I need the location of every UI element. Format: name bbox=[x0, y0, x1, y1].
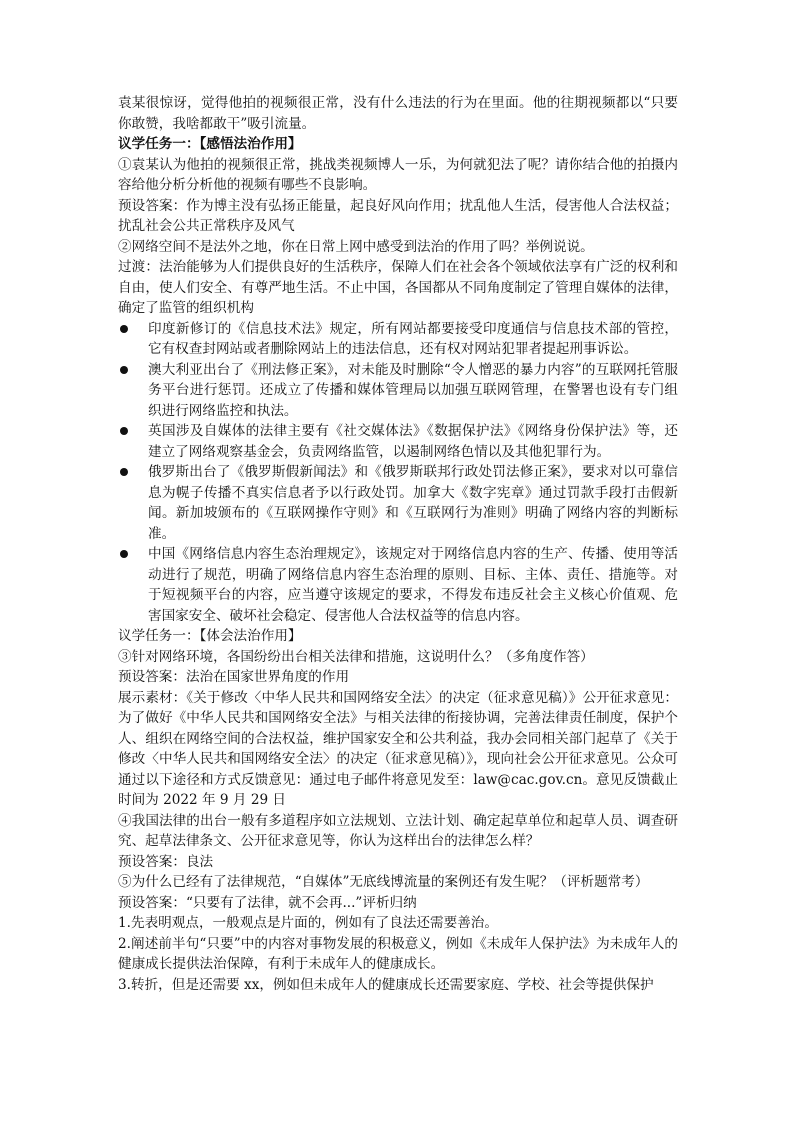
document-page bbox=[118, 93, 678, 995]
step-1: 1.先表明观点，一般观点是片面的，例如有了良法还需要善治。 bbox=[118, 915, 498, 931]
list-item bbox=[118, 462, 678, 544]
question-3: ③针对网络环境，各国纷纷出台相关法律和措施，这说明什么？（多角度作答） bbox=[118, 648, 594, 665]
country-law-list bbox=[118, 319, 678, 627]
material-paragraph: 展示素材：《关于修改〈中华人民共和国网络安全法〉的决定（征求意见稿）》公开征求意见：为了做好《中华人民共和国网络安全法》与相关法律的衔接协调，完善法律责任制度，保护个人、组织在网络空间的合法权益，维护国家安全和公共利益，我办会同相关部门起草了《关于修改〈中华人民共和国网络安全法〉的决定（征求意见稿）》，现向社会公开征求意见。公众可通过以下途径和方式反馈意见：通过电子邮件将意见发至：law@cac.gov.cn。意见反馈截止时间为 2022 年 9 月 29 日 bbox=[118, 689, 678, 808]
question-2: ②网络空间不是法外之地，你在日常上网中感受到法治的作用了吗？举例说说。 bbox=[118, 238, 594, 255]
question-4: ④我国法律的出台一般有多道程序如立法规划、立法计划、确定起草单位和起草人员、调查研究、起草法律条文、公开征求意见等，你认为这样出台的法律怎么样？ bbox=[118, 812, 678, 849]
answer-1: 预设答案：作为博主没有弘扬正能量，起良好风向作用；扰乱他人生活，侵害他人合法权益；扰乱社会公共正常秩序及风气 bbox=[118, 197, 678, 234]
list-item-text: 澳大利亚出台了《刑法修正案》，对未能及时删除“令人憎恶的暴力内容”的互联网托管服务平台进行惩罚。还成立了传播和媒体管理局以加强互联网管理，在警署也设有专门组织进行网络监控和执法。 bbox=[148, 361, 678, 419]
answer-5: 预设答案：“只要有了法律，就不会再...”评析归纳 bbox=[118, 894, 417, 911]
bullet-icon bbox=[120, 366, 128, 374]
list-item-text: 中国《网络信息内容生态治理规定》，该规定对于网络信息内容的生产、传播、使用等活动进行了规范，明确了网络信息内容生态治理的原则、目标、主体、责任、措施等。对于短视频平台的内容，应当遵守该规定的要求，不得发布违反社会主义核心价值观、危害国家安全、破坏社会稳定、侵害他人合法权益等的信息内容。 bbox=[148, 546, 678, 624]
list-item-text: 俄罗斯出台了《俄罗斯假新闻法》和《俄罗斯联邦行政处罚法修正案》，要求对以可靠信息为幌子传播不真实信息者予以行政处罚。加拿大《数字宪章》通过罚款手段打击假新闻。新加坡颁布的《互联网操作守则》和《互联网行为准则》明确了网络内容的判断标准。 bbox=[148, 464, 678, 542]
task2-title: 议学任务一：【体会法治作用】 bbox=[118, 628, 302, 644]
question-5: ⑤为什么已经有了法律规范，“自媒体”无底线博流量的案例还有发生呢？（评析题常考） bbox=[118, 874, 649, 890]
bullet-icon bbox=[120, 427, 128, 435]
bullet-icon bbox=[120, 468, 128, 476]
list-item bbox=[118, 421, 678, 462]
intro-paragraph: 袁某很惊讶，觉得他拍的视频很正常，没有什么违法的行为在里面。他的往期视频都以“只要你敢赞，我啥都敢干”吸引流量。 bbox=[118, 95, 678, 132]
list-item bbox=[118, 319, 678, 360]
list-item-text: 印度新修订的《信息技术法》规定，所有网站都要接受印度通信与信息技术部的管控，它有权查封网站或者删除网站上的违法信息，还有权对网站犯罪者提起刑事诉讼。 bbox=[148, 320, 678, 357]
step-2: 2.阐述前半句“只要”中的内容对事物发展的积极意义，例如《未成年人保护法》为未成年人的健康成长提供法治保障，有利于未成年人的健康成长。 bbox=[118, 935, 678, 972]
question-1: ①袁某认为他拍的视频很正常，挑战类视频博人一乐，为何就犯法了呢？请你结合他的拍摄内容给他分析分析他的视频有哪些不良影响。 bbox=[118, 156, 678, 193]
bullet-icon bbox=[120, 550, 128, 558]
list-item bbox=[118, 544, 678, 626]
step-3: 3.转折，但是还需要 xx，例如但未成年人的健康成长还需要家庭、学校、社会等提供保护 bbox=[118, 976, 654, 993]
answer-3: 预设答案：法治在国家世界角度的作用 bbox=[118, 669, 350, 685]
list-item bbox=[118, 360, 678, 422]
bullet-icon bbox=[120, 325, 128, 333]
answer-4: 预设答案：良法 bbox=[118, 853, 214, 870]
task1-title: 议学任务一：【感悟法治作用】 bbox=[118, 136, 302, 152]
list-item-text: 英国涉及自媒体的法律主要有《社交媒体法》《数据保护法》《网络身份保护法》等，还建立了网络观察基金会，负责网络监管，以遏制网络色情以及其他犯罪行为。 bbox=[148, 423, 678, 460]
transition-paragraph: 过渡：法治能够为人们提供良好的生活秩序，保障人们在社会各个领域依法享有广泛的权利和自由，使人们安全、有尊严地生活。不止中国，各国都从不同角度制定了管理自媒体的法律，确定了监管的组织机构 bbox=[118, 259, 678, 316]
